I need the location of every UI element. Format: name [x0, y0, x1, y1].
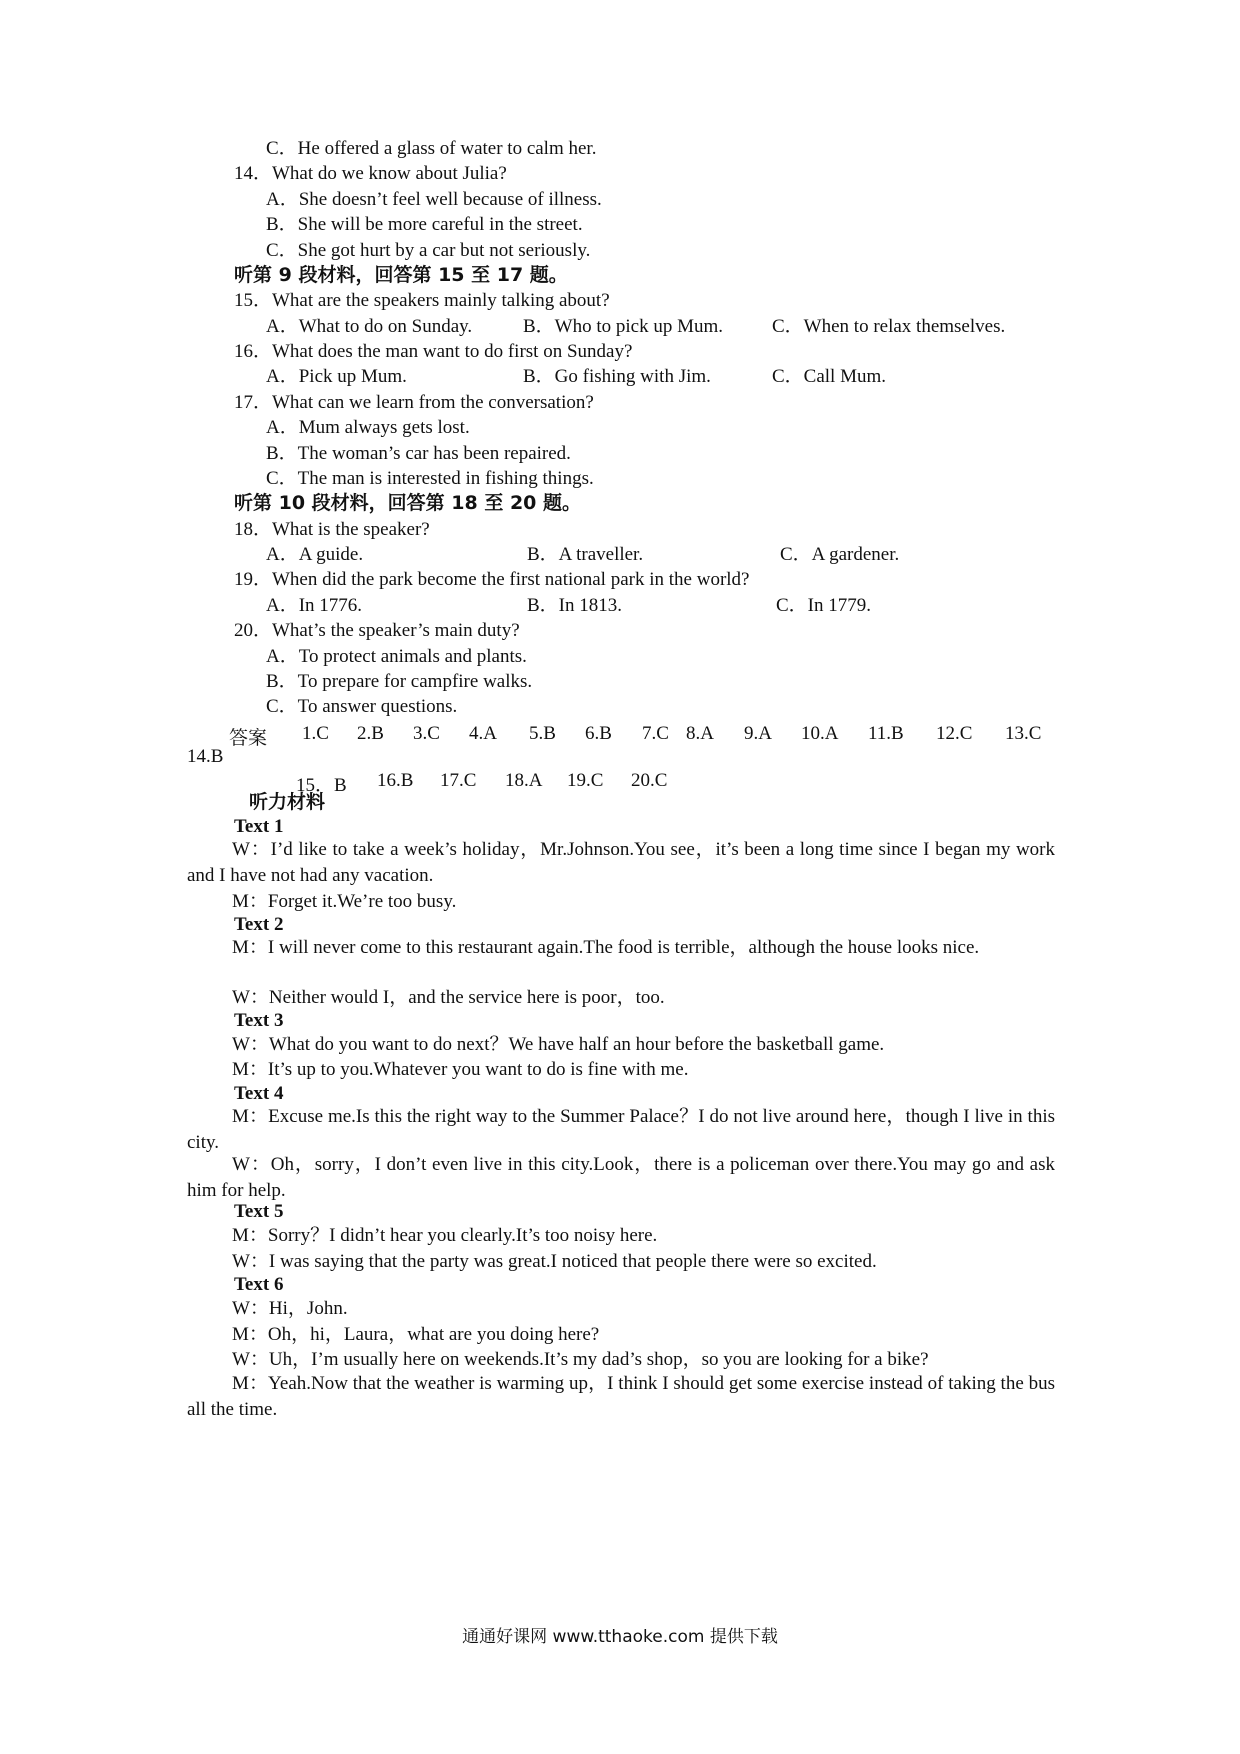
text-4-title: Text 4 — [234, 1083, 284, 1104]
q16-option-c: C．Call Mum. — [772, 366, 887, 387]
section-heading-10: 听第 10 段材料，回答第 18 至 20 题。 — [234, 492, 582, 514]
answer-item: 10.A — [801, 723, 839, 744]
q18-stem: 18．What is the speaker? — [234, 519, 430, 540]
q14-option-c: C．She got hurt by a car but not seriously. — [266, 240, 591, 261]
text-2-woman: W：Neither would I，and the service here is poor，too. — [232, 987, 665, 1008]
text-6-woman-1: W：Hi，John. — [232, 1298, 348, 1319]
answer-item: 3.C — [413, 723, 440, 744]
q20-option-c: C．To answer questions. — [266, 696, 458, 717]
text-4-man: M：Excuse me.Is this the right way to the Summer Palace？I do not live around here，though I live in this city. — [187, 1106, 1055, 1153]
text-5-woman: W：I was saying that the party was great.I noticed that people there were so excited. — [232, 1251, 877, 1272]
answer-item: 11.B — [868, 723, 904, 744]
answer-item: 6.B — [585, 723, 612, 744]
q13-option-c: C．He offered a glass of water to calm her. — [266, 138, 597, 159]
text-1-woman: W：I’d like to take a week’s holiday，Mr.Johnson.You see，it’s been a long time since I began my work and I have not had any vacation. — [187, 839, 1055, 886]
answer-item: 12.C — [936, 723, 973, 744]
q20-option-b: B．To prepare for campfire walks. — [266, 671, 533, 692]
q20-option-a: A．To protect animals and plants. — [266, 646, 527, 667]
answer-item: 15．B — [296, 775, 347, 796]
q16-stem: 16．What does the man want to do first on Sunday? — [234, 341, 633, 362]
q17-option-b: B．The woman’s car has been repaired. — [266, 443, 571, 464]
text-3-man: M：It’s up to you.Whatever you want to do is fine with me. — [232, 1059, 689, 1080]
q17-stem: 17．What can we learn from the conversation? — [234, 392, 594, 413]
transcript-heading: 听力材料 — [249, 791, 326, 813]
q16-option-a: A．Pick up Mum. — [266, 366, 407, 387]
text-3-woman: W：What do you want to do next？We have half an hour before the basketball game. — [232, 1034, 885, 1055]
q15-option-c: C．When to relax themselves. — [772, 316, 1006, 337]
answer-item: 1.C — [302, 723, 329, 744]
q16-option-b: B．Go fishing with Jim. — [523, 366, 711, 387]
text-1-man: M：Forget it.We’re too busy. — [232, 891, 457, 912]
q15-stem: 15．What are the speakers mainly talking about? — [234, 290, 610, 311]
text-6-title: Text 6 — [234, 1274, 284, 1295]
answer-label: 答案 — [229, 727, 268, 749]
q17-option-a: A．Mum always gets lost. — [266, 417, 470, 438]
answer-item: 19.C — [567, 770, 604, 791]
q19-option-b: B．In 1813. — [527, 595, 623, 616]
q18-option-c: C．A gardener. — [780, 544, 900, 565]
answer-item: 18.A — [505, 770, 543, 791]
answer-item: 7.C — [642, 723, 669, 744]
text-2-man: M：I will never come to this restaurant again.The food is terrible，although the house looks nice. — [232, 937, 980, 958]
page-footer: 通通好课网 www.tthaoke.com 提供下载 — [462, 1627, 778, 1647]
answer-item: 14.B — [187, 746, 224, 767]
q20-stem: 20．What’s the speaker’s main duty? — [234, 620, 520, 641]
answer-item: 17.C — [440, 770, 477, 791]
text-6-woman-2: W：Uh，I’m usually here on weekends.It’s my dad’s shop，so you are looking for a bike? — [232, 1349, 929, 1370]
text-3-title: Text 3 — [234, 1010, 284, 1031]
answer-item: 2.B — [357, 723, 384, 744]
answer-item: 20.C — [631, 770, 668, 791]
q18-option-b: B．A traveller. — [527, 544, 644, 565]
q15-option-a: A．What to do on Sunday. — [266, 316, 473, 337]
q19-option-a: A．In 1776. — [266, 595, 363, 616]
q14-stem: 14．What do we know about Julia? — [234, 163, 507, 184]
q19-option-c: C．In 1779. — [776, 595, 872, 616]
answer-item: 5.B — [529, 723, 556, 744]
text-4-woman: W：Oh，sorry，I don’t even live in this city.Look，there is a policeman over there.You may go and ask him for help. — [187, 1154, 1055, 1201]
q14-option-b: B．She will be more careful in the street. — [266, 214, 583, 235]
answer-item: 9.A — [744, 723, 772, 744]
q17-option-c: C．The man is interested in fishing things. — [266, 468, 594, 489]
text-6-man-1: M：Oh，hi，Laura，what are you doing here? — [232, 1324, 600, 1345]
answer-item: 13.C — [1005, 723, 1042, 744]
answer-item: 16.B — [377, 770, 414, 791]
q14-option-a: A．She doesn’t feel well because of illness. — [266, 189, 602, 210]
answer-item: 8.A — [686, 723, 714, 744]
text-1-title: Text 1 — [234, 816, 284, 837]
q15-option-b: B．Who to pick up Mum. — [523, 316, 724, 337]
q18-option-a: A．A guide. — [266, 544, 364, 565]
text-2-title: Text 2 — [234, 914, 284, 935]
section-heading-9: 听第 9 段材料，回答第 15 至 17 题。 — [234, 264, 568, 286]
text-6-man-2: M：Yeah.Now that the weather is warming up，I think I should get some exercise instead of taking the bus all the time. — [187, 1373, 1055, 1420]
text-5-title: Text 5 — [234, 1201, 284, 1222]
text-5-man: M：Sorry？I didn’t hear you clearly.It’s too noisy here. — [232, 1225, 658, 1246]
answer-item: 4.A — [469, 723, 497, 744]
q19-stem: 19．When did the park become the first national park in the world? — [234, 569, 750, 590]
